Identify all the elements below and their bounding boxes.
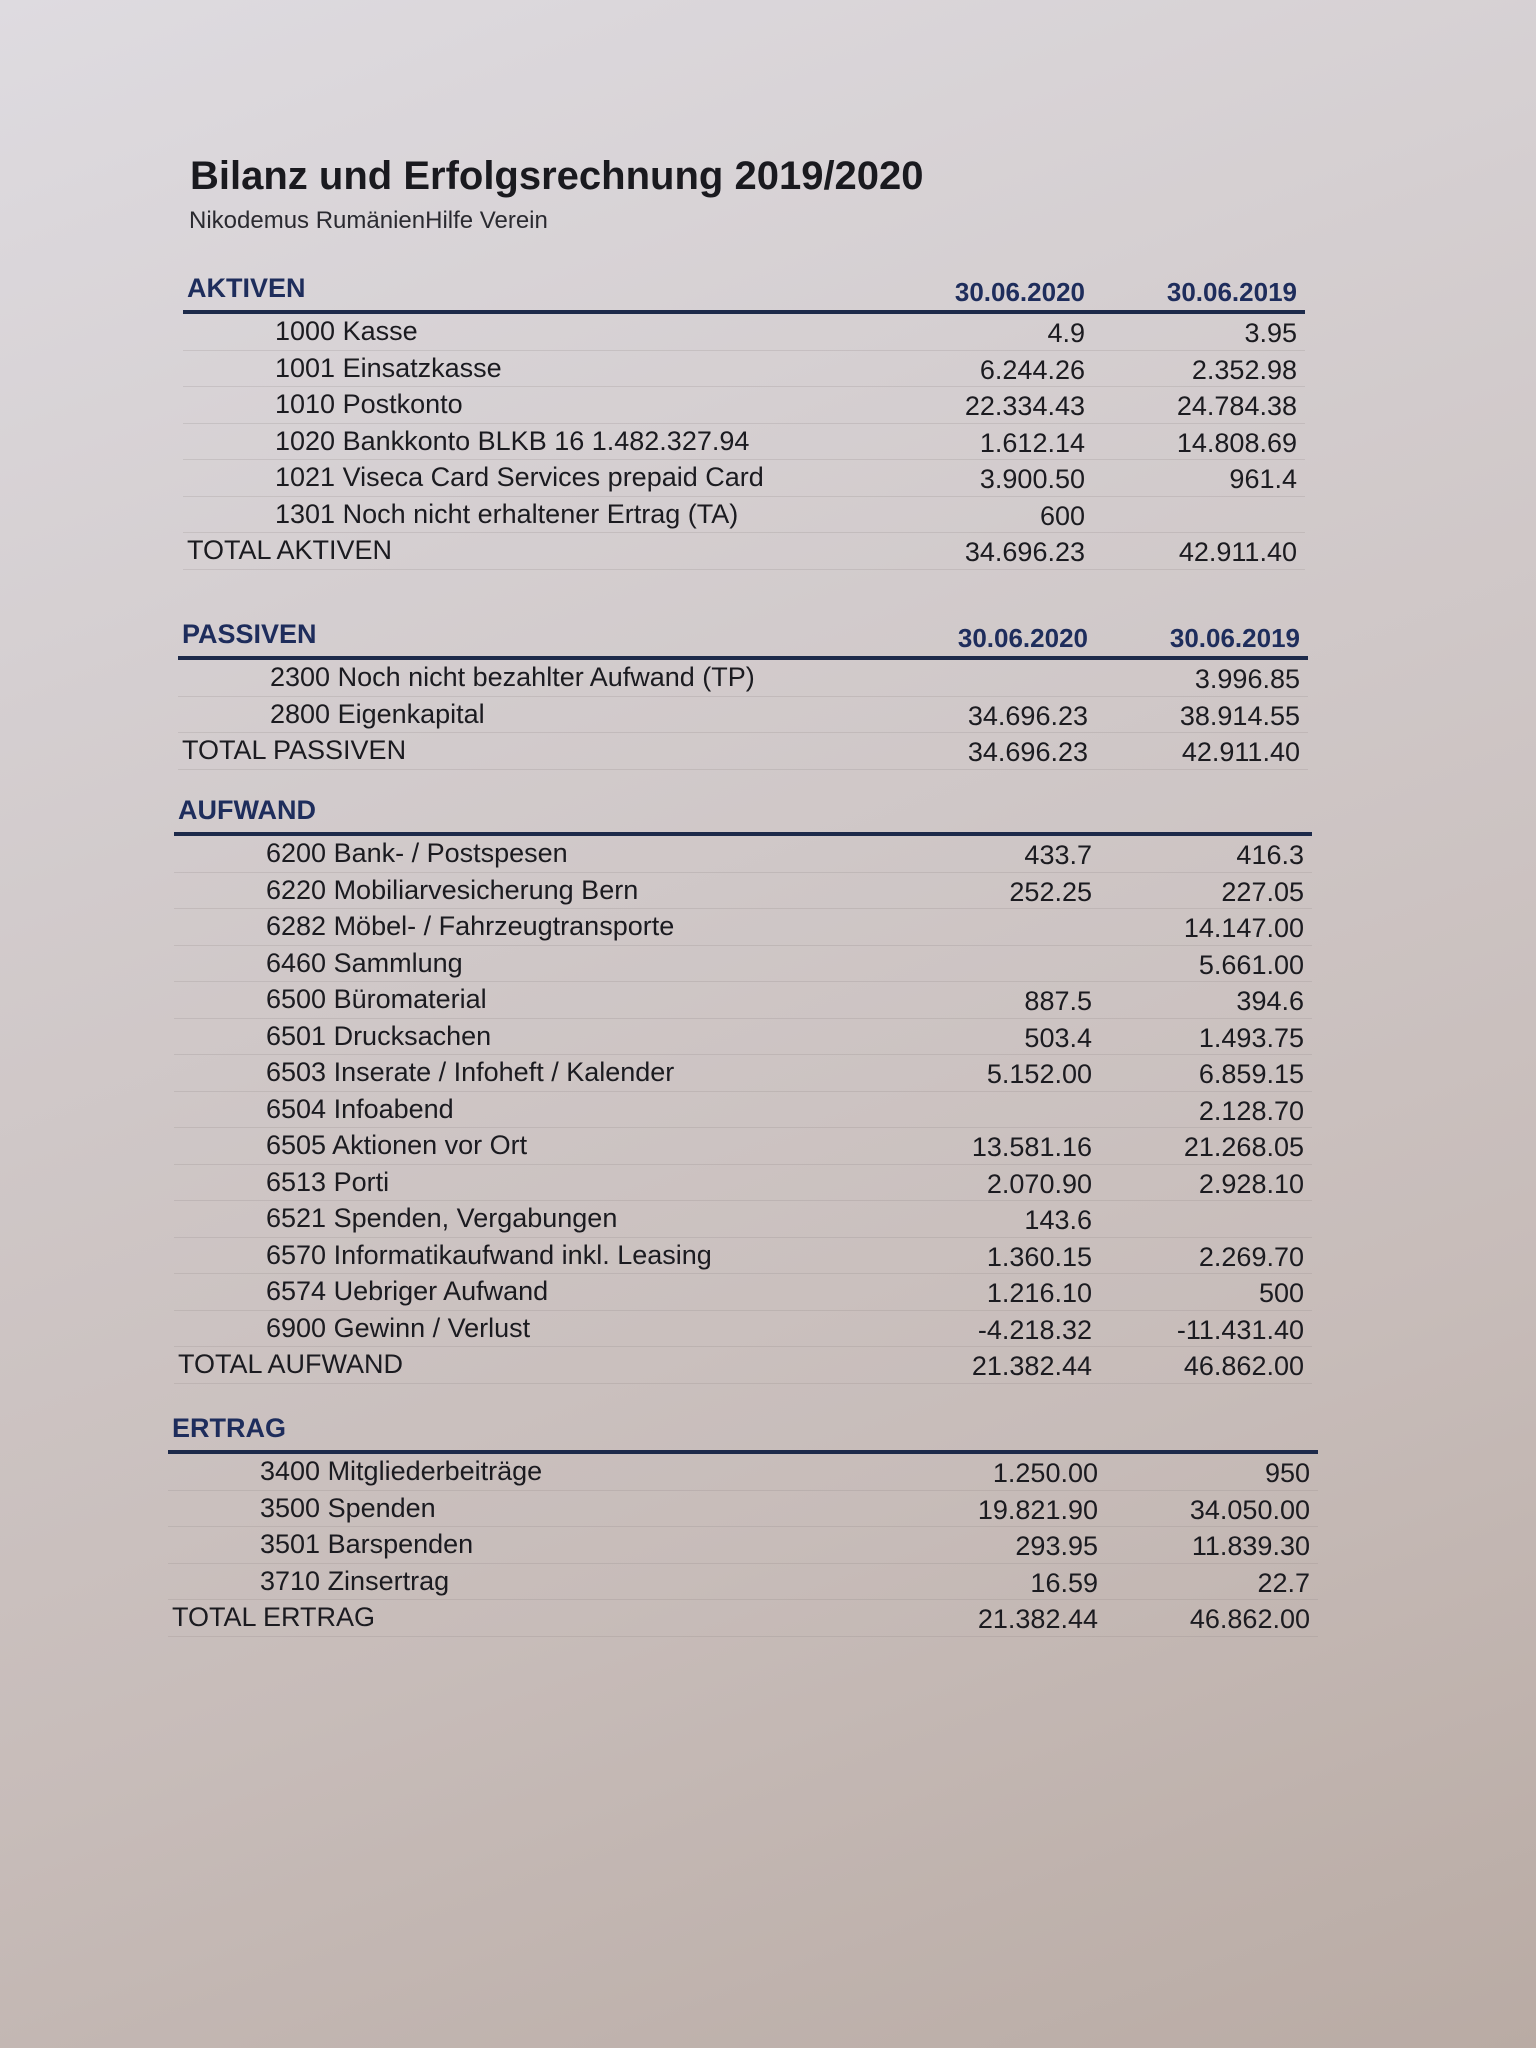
total-row bbox=[168, 1600, 1318, 1637]
value-2019: 14.808.69 bbox=[1176, 427, 1297, 458]
value-2020: 2.070.90 bbox=[986, 1168, 1092, 1199]
section-passiven bbox=[178, 614, 1308, 770]
table-row bbox=[174, 909, 1312, 946]
value-2019: 6.859.15 bbox=[1198, 1059, 1304, 1089]
section-title: ERTRAG bbox=[172, 1413, 286, 1443]
account-label: 1020 Bankkonto BLKB 16 1.482.327.94 bbox=[275, 425, 750, 456]
value-2020: 1.216.10 bbox=[986, 1278, 1092, 1308]
account-label: 6503 Inserate / Infoheft / Kalender bbox=[266, 1057, 675, 1087]
section-ertrag bbox=[168, 1408, 1318, 1637]
value-2020: 34.696.23 bbox=[964, 537, 1085, 567]
value-2019: 14.147.00 bbox=[1183, 913, 1304, 943]
total-row bbox=[183, 533, 1305, 570]
account-label: 1021 Viseca Card Services prepaid Card bbox=[275, 462, 764, 492]
table-row bbox=[174, 1092, 1312, 1129]
value-2019: 950 bbox=[1264, 1458, 1310, 1488]
account-label: TOTAL AUFWAND bbox=[178, 1349, 404, 1379]
table-row bbox=[174, 873, 1312, 910]
table-row bbox=[174, 836, 1312, 873]
value-2020: 5.152.00 bbox=[986, 1059, 1092, 1089]
value-2020: 887.5 bbox=[1024, 986, 1092, 1016]
section-header bbox=[183, 268, 1305, 314]
value-2020: 433.7 bbox=[1024, 840, 1092, 870]
account-label: 1010 Postkonto bbox=[275, 389, 463, 419]
account-label: 6504 Infoabend bbox=[266, 1093, 454, 1124]
account-label: 2300 Noch nicht bezahlter Aufwand (TP) bbox=[270, 662, 755, 692]
value-2019: 11.839.30 bbox=[1191, 1531, 1310, 1561]
value-2020: 22.334.43 bbox=[964, 391, 1085, 421]
value-2020: 1.360.15 bbox=[986, 1241, 1092, 1272]
value-2020: 503.4 bbox=[1024, 1022, 1092, 1053]
value-2020: 4.9 bbox=[1047, 318, 1085, 348]
account-label: 2800 Eigenkapital bbox=[270, 698, 485, 729]
table-row bbox=[174, 1274, 1312, 1311]
table-row bbox=[178, 660, 1308, 697]
value-2019: 961.4 bbox=[1229, 464, 1297, 494]
value-2019: 394.6 bbox=[1236, 986, 1304, 1016]
value-2019: 2.928.10 bbox=[1198, 1168, 1304, 1199]
value-2019: 2.352.98 bbox=[1191, 354, 1297, 385]
value-2019: 3.996.85 bbox=[1194, 664, 1300, 694]
total-row bbox=[178, 733, 1308, 770]
account-label: 6220 Mobiliarvesicherung Bern bbox=[266, 874, 639, 905]
column-header-2020: 30.06.2020 bbox=[954, 277, 1085, 307]
value-2020: 143.6 bbox=[1024, 1205, 1092, 1235]
table-row bbox=[168, 1454, 1318, 1491]
table-row bbox=[174, 1165, 1312, 1202]
total-row bbox=[174, 1347, 1312, 1384]
value-2019: 34.050.00 bbox=[1189, 1494, 1310, 1525]
account-label: 6282 Möbel- / Fahrzeugtransporte bbox=[266, 911, 675, 941]
section-rows bbox=[174, 836, 1312, 1384]
account-label: 6900 Gewinn / Verlust bbox=[266, 1312, 531, 1343]
value-2019: 46.862.00 bbox=[1183, 1351, 1304, 1381]
value-2019: 21.268.05 bbox=[1183, 1132, 1304, 1162]
value-2019: 46.862.00 bbox=[1189, 1604, 1310, 1634]
account-label: 6505 Aktionen vor Ort bbox=[266, 1130, 528, 1160]
section-rows bbox=[178, 660, 1308, 770]
table-row bbox=[168, 1491, 1318, 1528]
section-rows bbox=[168, 1454, 1318, 1637]
account-label: 6574 Uebriger Aufwand bbox=[266, 1276, 549, 1306]
account-label: 6460 Sammlung bbox=[266, 947, 463, 978]
value-2019: 2.269.70 bbox=[1198, 1241, 1304, 1272]
value-2019: 1.493.75 bbox=[1198, 1022, 1304, 1053]
section-header bbox=[174, 790, 1312, 836]
table-row bbox=[174, 1019, 1312, 1056]
value-2020: 293.95 bbox=[1015, 1531, 1098, 1561]
value-2019: 42.911.40 bbox=[1181, 737, 1300, 767]
value-2020: 34.696.23 bbox=[967, 700, 1088, 731]
account-label: 3501 Barspenden bbox=[260, 1529, 474, 1559]
value-2020: 600 bbox=[1039, 500, 1085, 531]
table-row bbox=[168, 1527, 1318, 1564]
table-row bbox=[183, 424, 1305, 461]
table-row bbox=[174, 1055, 1312, 1092]
value-2019: 42.911.40 bbox=[1178, 537, 1297, 567]
value-2019: 416.3 bbox=[1236, 840, 1304, 870]
table-row bbox=[174, 1201, 1312, 1238]
value-2020: 13.581.16 bbox=[971, 1132, 1092, 1162]
section-aufwand bbox=[174, 790, 1312, 1384]
table-row bbox=[174, 982, 1312, 1019]
value-2019: 24.784.38 bbox=[1176, 391, 1297, 421]
account-label: 6501 Drucksachen bbox=[266, 1020, 492, 1051]
value-2020: 3.900.50 bbox=[979, 464, 1085, 494]
table-row bbox=[174, 1238, 1312, 1275]
column-header-2019: 30.06.2019 bbox=[1169, 623, 1300, 653]
value-2019: -11.431.40 bbox=[1176, 1314, 1304, 1345]
section-title: AKTIVEN bbox=[187, 273, 306, 303]
value-2020: 19.821.90 bbox=[977, 1494, 1098, 1525]
account-label: 6500 Büromaterial bbox=[266, 984, 487, 1014]
account-label: TOTAL AKTIVEN bbox=[187, 535, 393, 565]
table-row bbox=[174, 946, 1312, 983]
account-label: 6513 Porti bbox=[266, 1166, 390, 1197]
table-row bbox=[183, 387, 1305, 424]
section-header bbox=[168, 1408, 1318, 1454]
section-title: AUFWAND bbox=[178, 795, 316, 825]
account-label: TOTAL ERTRAG bbox=[172, 1602, 376, 1632]
value-2019: 500 bbox=[1258, 1278, 1304, 1308]
value-2020: 21.382.44 bbox=[977, 1604, 1098, 1634]
account-label: 3500 Spenden bbox=[260, 1492, 436, 1523]
value-2020: 1.250.00 bbox=[992, 1458, 1098, 1488]
account-label: 3400 Mitgliederbeiträge bbox=[260, 1456, 543, 1486]
value-2019: 2.128.70 bbox=[1198, 1095, 1304, 1126]
account-label: 1001 Einsatzkasse bbox=[275, 352, 502, 383]
value-2019: 3.95 bbox=[1244, 318, 1297, 348]
value-2020: 6.244.26 bbox=[979, 354, 1085, 385]
table-row bbox=[183, 351, 1305, 388]
value-2020: 21.382.44 bbox=[971, 1351, 1092, 1381]
table-row bbox=[183, 314, 1305, 351]
value-2020: 1.612.14 bbox=[979, 427, 1085, 458]
account-label: 1000 Kasse bbox=[275, 316, 418, 346]
account-label: 1301 Noch nicht erhaltener Ertrag (TA) bbox=[275, 498, 739, 529]
account-label: 6570 Informatikaufwand inkl. Leasing bbox=[266, 1239, 712, 1270]
account-label: 3710 Zinsertrag bbox=[260, 1565, 450, 1596]
column-header-2019: 30.06.2019 bbox=[1166, 277, 1297, 307]
value-2020: 252.25 bbox=[1009, 876, 1092, 907]
value-2019: 22.7 bbox=[1257, 1567, 1310, 1598]
section-aktiven bbox=[183, 268, 1305, 570]
section-header bbox=[178, 614, 1308, 660]
table-row bbox=[174, 1311, 1312, 1348]
table-row bbox=[183, 460, 1305, 497]
account-label: TOTAL PASSIVEN bbox=[182, 735, 407, 765]
table-row bbox=[178, 697, 1308, 734]
section-title: PASSIVEN bbox=[182, 619, 317, 649]
value-2019: 5.661.00 bbox=[1198, 949, 1304, 980]
table-row bbox=[168, 1564, 1318, 1601]
account-label: 6521 Spenden, Vergabungen bbox=[266, 1203, 618, 1233]
value-2019: 227.05 bbox=[1221, 876, 1304, 907]
section-rows bbox=[183, 314, 1305, 570]
document-subtitle: Nikodemus RumänienHilfe Verein bbox=[189, 207, 548, 234]
value-2020: 34.696.23 bbox=[967, 737, 1088, 767]
table-row bbox=[174, 1128, 1312, 1165]
document-title: Bilanz und Erfolgsrechnung 2019/2020 bbox=[190, 154, 924, 198]
value-2020: 16.59 bbox=[1030, 1567, 1098, 1598]
column-header-2020: 30.06.2020 bbox=[957, 623, 1088, 653]
account-label: 6200 Bank- / Postspesen bbox=[266, 838, 568, 868]
table-row bbox=[183, 497, 1305, 534]
value-2019: 38.914.55 bbox=[1179, 700, 1300, 731]
value-2020: -4.218.32 bbox=[977, 1314, 1092, 1345]
